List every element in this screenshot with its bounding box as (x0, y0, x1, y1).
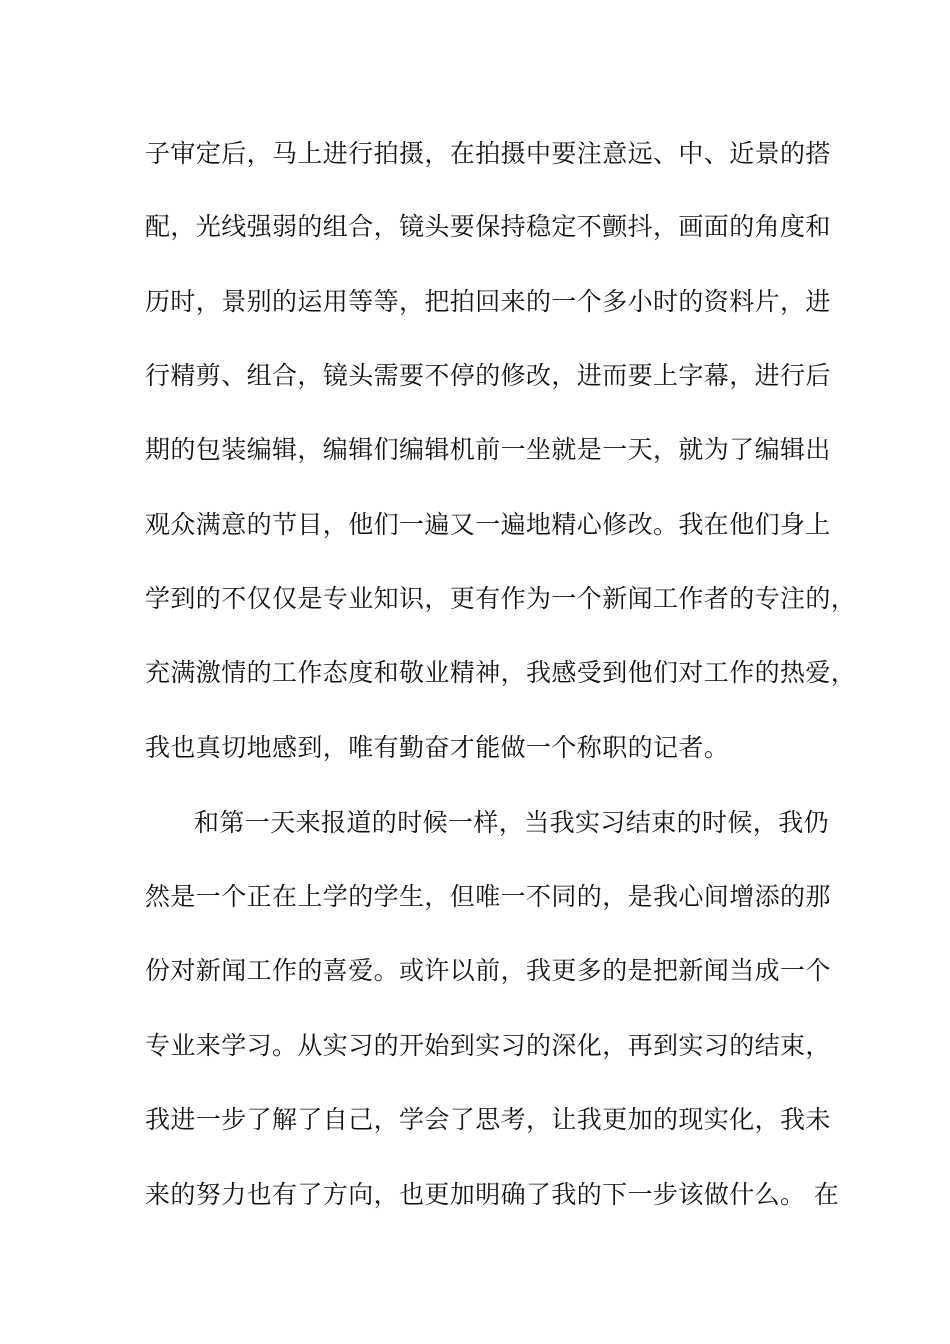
text-line: 我进一步了解了自己，学会了思考，让我更加的现实化，我未 (145, 1105, 831, 1134)
text-line: 观众满意的节目，他们一遍又一遍地精心修改。我在他们身上 (145, 510, 831, 539)
text-line: 然是一个正在上学的学生，但唯一不同的，是我心间增添的那 (145, 882, 831, 911)
text-line: 我也真切地感到，唯有勤奋才能做一个称职的记者。 (145, 733, 730, 762)
text-line: 行精剪、组合，镜头需要不停的修改，进而要上字幕，进行后 (145, 361, 831, 390)
text-line: 专业来学习。从实习的开始到实习的深化，再到实习的结束， (145, 1031, 831, 1060)
paragraph-first-line: 和第一天来报道的时候一样，当我实习结束的时候，我仍 (194, 808, 830, 837)
text-line: 配，光线强弱的组合，镜头要保持稳定不颤抖，画面的角度和 (145, 212, 831, 241)
text-line: 子审定后，马上进行拍摄，在拍摄中要注意远、中、近景的搭 (145, 139, 831, 168)
text-line: 学到的不仅仅是专业知识，更有作为一个新闻工作者的专注的， (145, 584, 857, 613)
text-line: 份对新闻工作的喜爱。或许以前，我更多的是把新闻当成一个 (145, 956, 831, 985)
text-line: 期的包装编辑，编辑们编辑机前一坐就是一天，就为了编辑出 (145, 435, 831, 464)
text-line: 来的努力也有了方向，也更加明确了我的下一步该做什么。 在 (145, 1180, 840, 1209)
text-line: 历时，景别的运用等等，把拍回来的一个多小时的资料片，进 (145, 287, 831, 316)
text-line: 充满激情的工作态度和敬业精神，我感受到他们对工作的热爱， (145, 658, 857, 687)
